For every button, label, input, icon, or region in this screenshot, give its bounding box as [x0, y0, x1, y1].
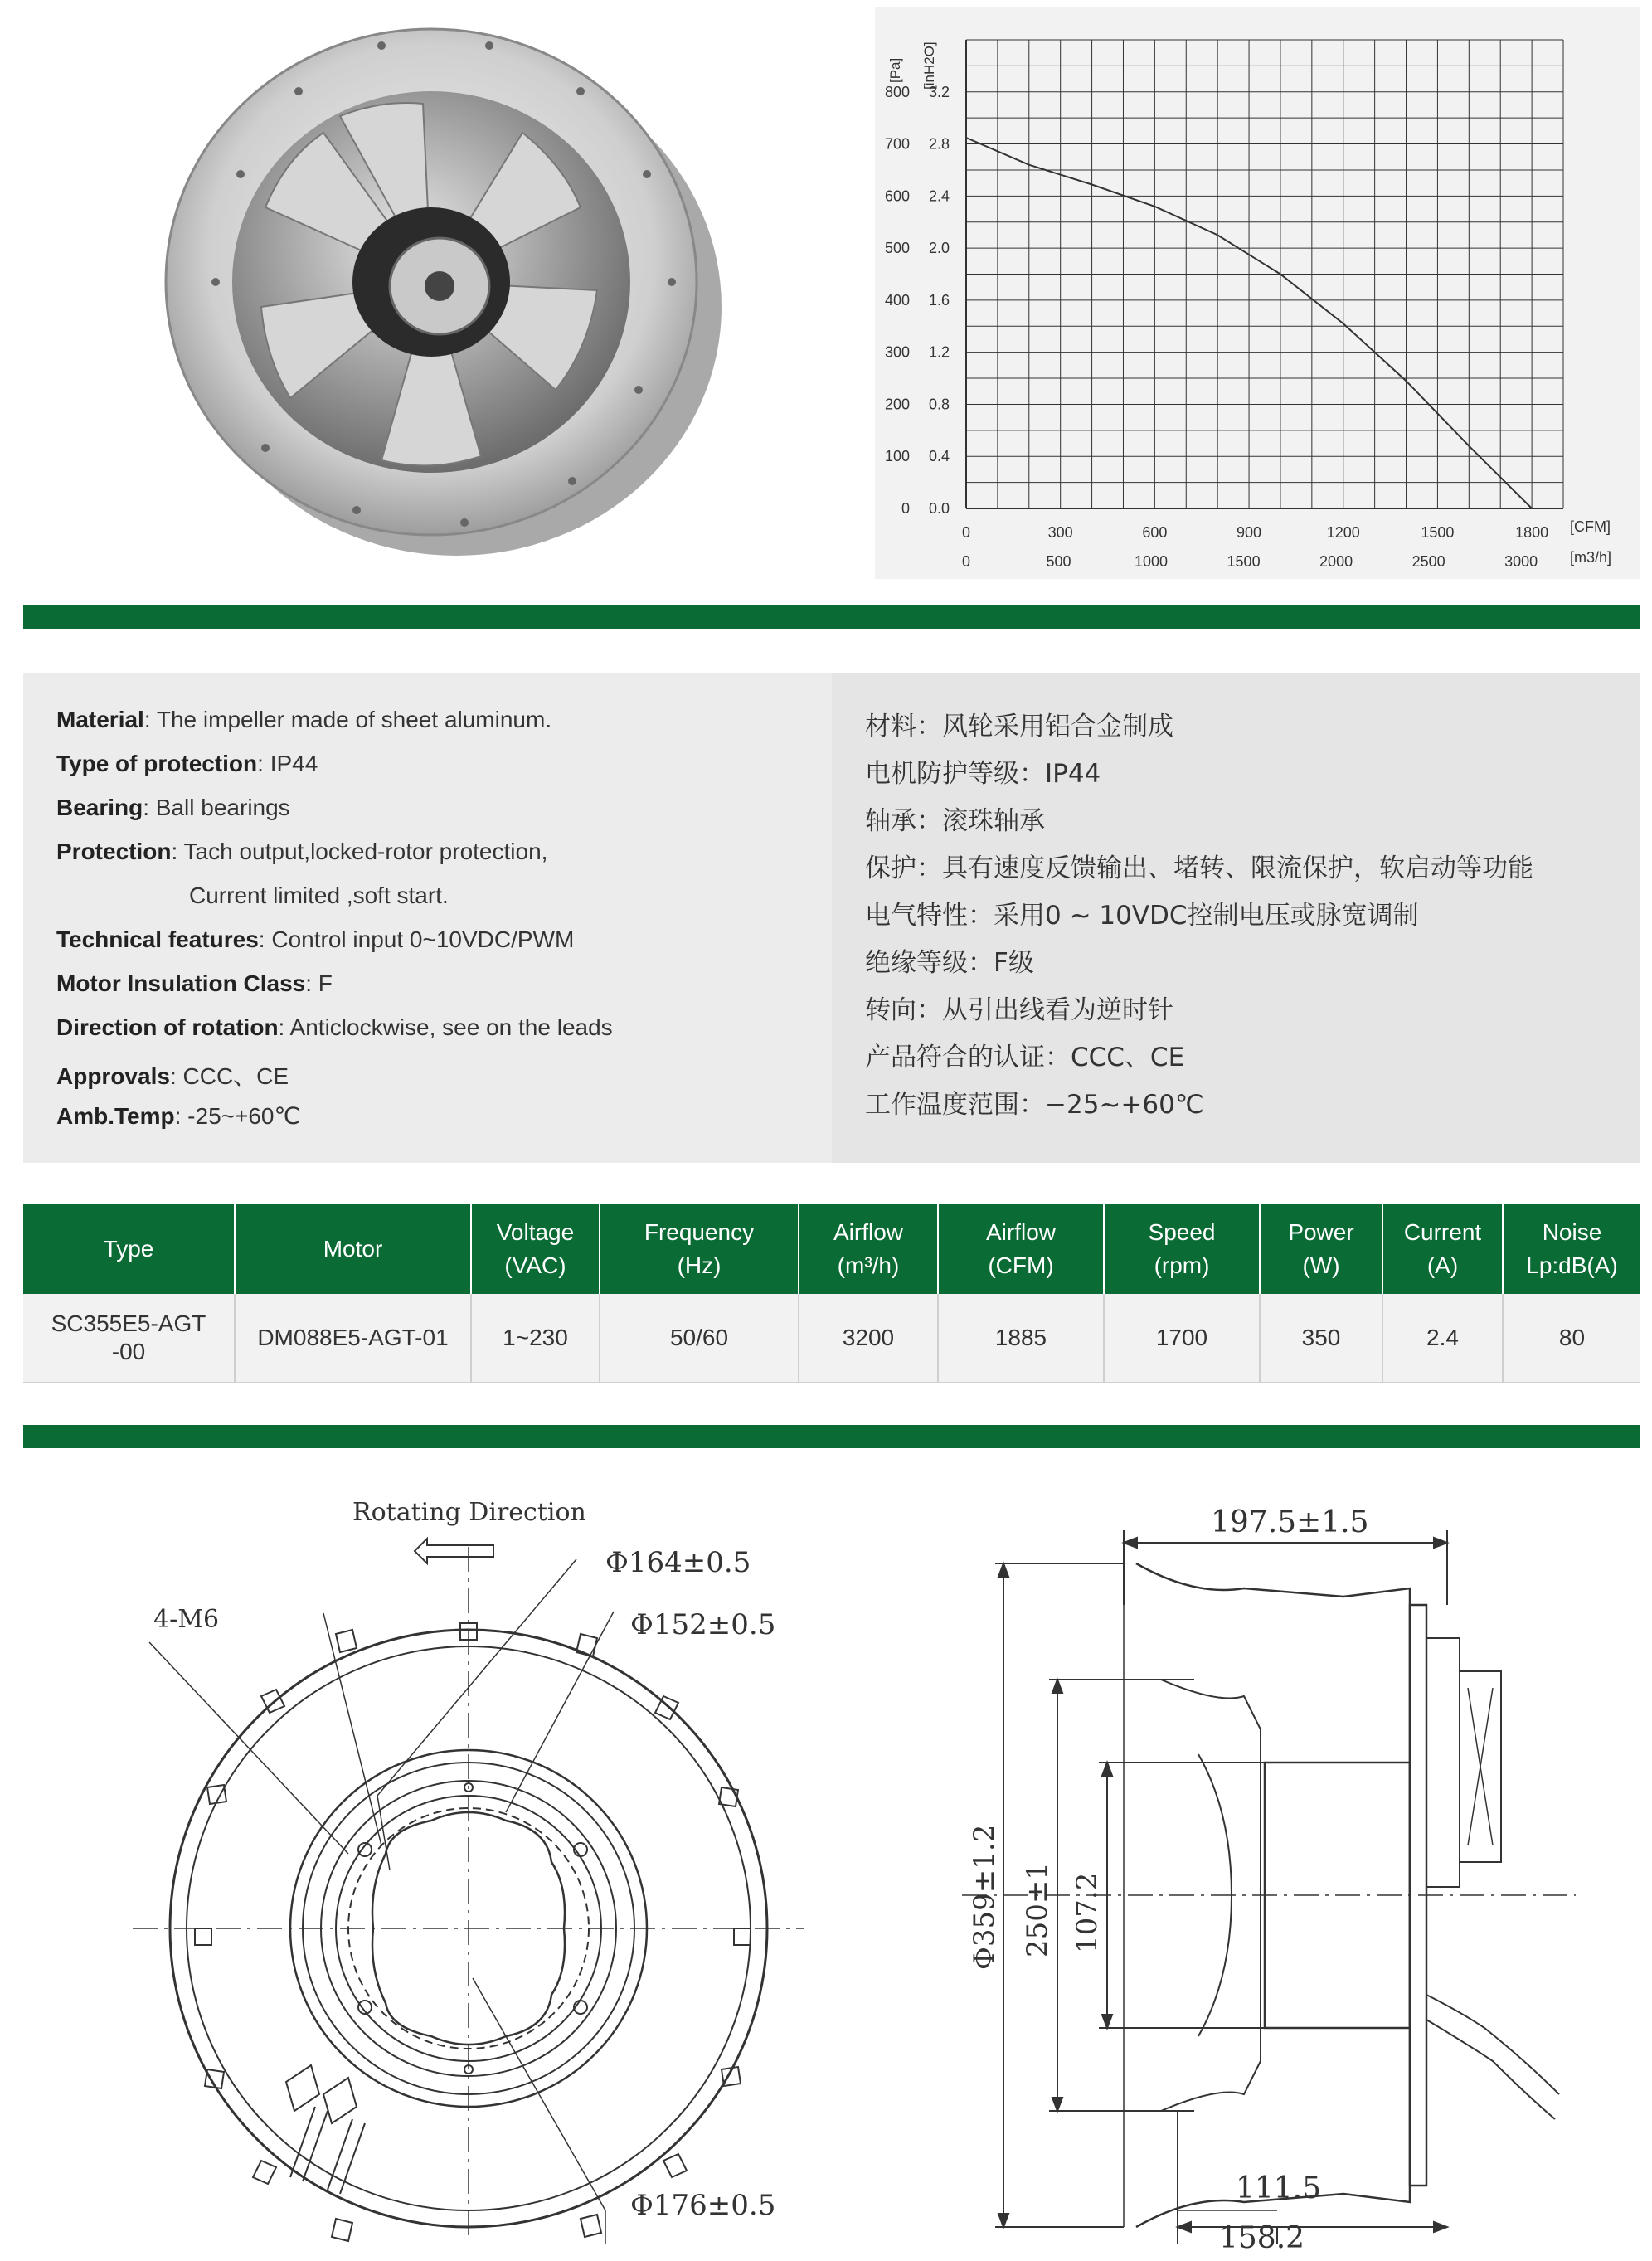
impeller-photo — [133, 8, 730, 572]
spec-cn-material: 材料：风轮采用铝合金制成 — [865, 712, 1173, 742]
x-tick-label-m3h: 2500 — [1411, 553, 1446, 570]
spec-cn-insulation: 绝缘等级：F级 — [865, 948, 1034, 978]
specs-chinese — [832, 673, 1640, 1163]
cell-speed: 1700 — [1104, 1294, 1260, 1383]
x-tick-label-m3h: 0 — [961, 553, 971, 570]
chart-tick-labels — [885, 84, 1548, 570]
col-frequency: Frequency (Hz) — [600, 1204, 799, 1294]
x-tick-label-cfm: 1500 — [1421, 524, 1455, 541]
diameter-359-label: Φ359±1.2 — [968, 1824, 1001, 1970]
y-tick-label-pa: 400 — [884, 291, 910, 309]
diameter-176-label: Φ176±0.5 — [630, 2189, 776, 2222]
specs-english — [23, 673, 832, 1163]
col-motor: Motor — [235, 1204, 471, 1294]
cell-airflow-cfm: 1885 — [938, 1294, 1104, 1383]
cell-noise: 80 — [1503, 1294, 1640, 1383]
diameter-164-label: Φ164±0.5 — [605, 1546, 751, 1579]
cell-power: 350 — [1260, 1294, 1382, 1383]
cell-frequency: 50/60 — [600, 1294, 799, 1383]
col-voltage: Voltage (VAC) — [471, 1204, 600, 1294]
diameter-152-label: Φ152±0.5 — [630, 1608, 776, 1641]
front-view-drawing — [116, 1481, 862, 2252]
cell-motor: DM088E5-AGT-01 — [235, 1294, 471, 1383]
spec-bearing: Bearing: Ball bearings — [56, 795, 290, 820]
spec-cn-protection-type: 电机防护等级：IP44 — [865, 759, 1101, 789]
y-tick-label-inh2o: 2.8 — [928, 135, 950, 153]
spec-cn-electrical: 电气特性：采用0 ~ 10VDC控制电压或脉宽调制 — [865, 901, 1419, 931]
cell-airflow-m3h: 3200 — [799, 1294, 938, 1383]
specification-panel — [23, 673, 1640, 1163]
x-tick-label-m3h: 1000 — [1135, 553, 1169, 570]
col-type: Type — [23, 1204, 235, 1294]
y-tick-label-pa: 200 — [884, 396, 910, 413]
cell-voltage: 1~230 — [471, 1294, 600, 1383]
y-axis-unit-pa: [Pa] — [887, 57, 903, 83]
y-tick-label-inh2o: 1.6 — [928, 291, 950, 309]
y-tick-label-pa: 100 — [884, 448, 910, 465]
col-airflow-m3h: Airflow (m³/h) — [799, 1204, 938, 1294]
spec-cn-temperature: 工作温度范围：−25~+60℃ — [865, 1090, 1204, 1120]
x-tick-label-m3h: 500 — [1046, 553, 1071, 570]
width-197-label: 197.5±1.5 — [1211, 1505, 1369, 1539]
dim-111-label: 111.5 — [1236, 2171, 1322, 2205]
green-divider-bottom — [23, 1425, 1640, 1448]
x-tick-label-cfm: 900 — [1237, 524, 1262, 541]
col-current: Current (A) — [1382, 1204, 1503, 1294]
rotation-arrow-icon — [415, 1539, 493, 1563]
x-axis-unit-cfm: [CFM] — [1570, 518, 1611, 535]
y-tick-label-inh2o: 0.0 — [928, 500, 950, 517]
spec-ambient-temp: Amb.Temp: -25~+60℃ — [56, 1103, 300, 1129]
x-tick-label-m3h: 2000 — [1319, 553, 1353, 570]
spec-rotation-direction: Direction of rotation: Anticlockwise, see on the leads — [56, 1014, 613, 1040]
col-noise: Noise Lp:dB(A) — [1503, 1204, 1640, 1294]
diameter-250-label: 250±1 — [1021, 1861, 1054, 1957]
spec-protection: Protection: Tach output,locked-rotor protection, — [56, 839, 548, 864]
green-divider-top — [23, 605, 1640, 629]
holes-4-m6-label: 4-M6 — [153, 1605, 220, 1634]
table-row — [23, 1294, 1640, 1383]
y-tick-label-inh2o: 1.2 — [928, 343, 950, 361]
y-tick-label-pa: 600 — [884, 187, 910, 205]
cell-type: SC355E5-AGT -00 — [23, 1294, 235, 1383]
dim-158-label: 158.2 — [1219, 2221, 1305, 2252]
x-tick-label-m3h: 3000 — [1504, 553, 1538, 570]
dim-107-label: 107.2 — [1071, 1872, 1104, 1953]
cell-current: 2.4 — [1382, 1294, 1503, 1383]
spec-approvals: Approvals: CCC、CE — [56, 1063, 289, 1089]
y-tick-label-inh2o: 2.0 — [928, 240, 950, 257]
spec-cn-protection: 保护：具有速度反馈输出、堵转、限流保护，软启动等功能 — [865, 853, 1533, 883]
spec-cn-bearing: 轴承：滚珠轴承 — [865, 806, 1045, 836]
spec-insulation-class: Motor Insulation Class: F — [56, 970, 333, 996]
y-tick-label-pa: 700 — [884, 135, 910, 153]
y-tick-label-inh2o: 0.8 — [928, 396, 950, 413]
x-tick-label-cfm: 600 — [1142, 524, 1168, 541]
x-tick-label-cfm: 1800 — [1515, 524, 1549, 541]
y-tick-label-pa: 0 — [901, 500, 910, 517]
spec-protection-cont: Current limited ,soft start. — [189, 883, 449, 908]
x-tick-label-cfm: 1200 — [1326, 524, 1360, 541]
side-view-drawing — [945, 1481, 1642, 2252]
x-tick-label-cfm: 0 — [961, 524, 971, 541]
y-axis-unit-inh2o: [inH2O] — [921, 41, 937, 90]
col-power: Power (W) — [1260, 1204, 1382, 1294]
x-axis-unit-m3h: [m3/h] — [1570, 549, 1612, 566]
y-tick-label-pa: 500 — [884, 240, 910, 257]
col-airflow-cfm: Airflow (CFM) — [938, 1204, 1104, 1294]
col-speed: Speed (rpm) — [1104, 1204, 1260, 1294]
spec-cn-rotation: 转向：从引出线看为逆时针 — [865, 995, 1173, 1025]
spec-cn-approvals: 产品符合的认证：CCC、CE — [865, 1043, 1185, 1072]
table-header-row — [23, 1204, 1640, 1294]
y-tick-label-inh2o: 3.2 — [928, 83, 950, 100]
x-tick-label-cfm: 300 — [1047, 524, 1073, 541]
chart-grid — [966, 40, 1563, 508]
spec-technical-features: Technical features: Control input 0~10VDC/PWM — [56, 926, 575, 952]
y-tick-label-pa: 300 — [884, 343, 910, 361]
y-tick-label-inh2o: 0.4 — [928, 448, 950, 465]
performance-chart — [875, 7, 1640, 579]
rotating-direction-label: Rotating Direction — [352, 1498, 586, 1527]
y-tick-label-inh2o: 2.4 — [928, 187, 950, 205]
y-tick-label-pa: 800 — [884, 83, 910, 100]
spec-material: Material: The impeller made of sheet aluminum. — [56, 707, 552, 732]
spec-protection-type: Type of protection: IP44 — [56, 751, 318, 776]
x-tick-label-m3h: 1500 — [1227, 553, 1261, 570]
product-spec-table — [23, 1204, 1640, 1383]
